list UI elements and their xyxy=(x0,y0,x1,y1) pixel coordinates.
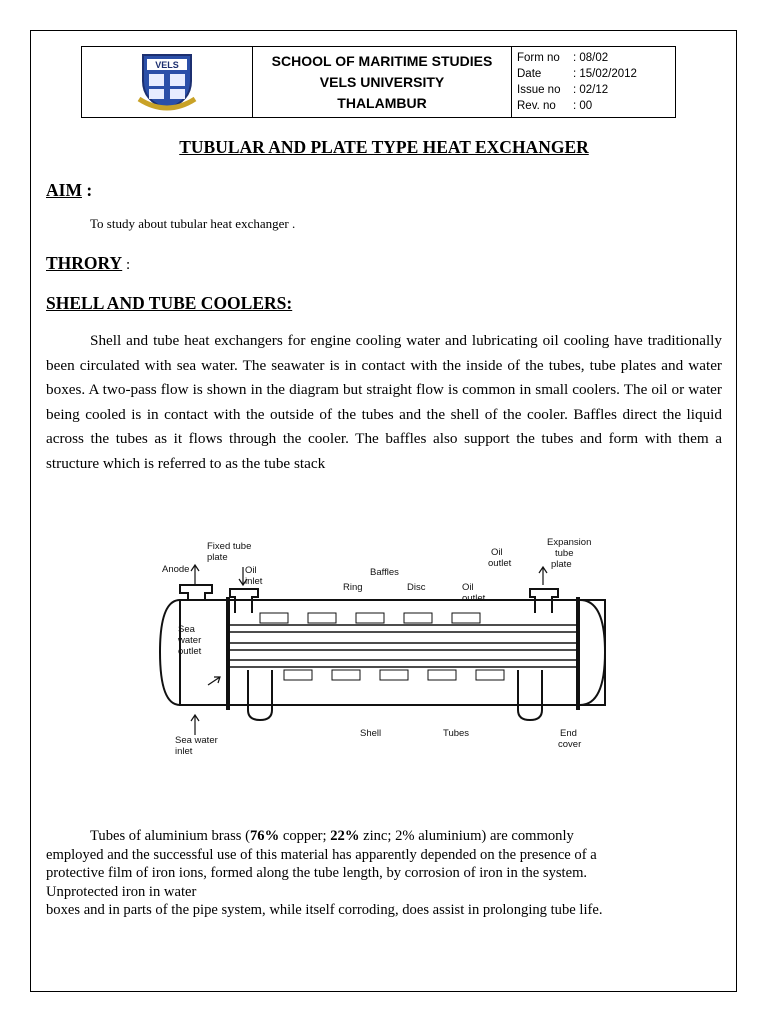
end-cover-shape xyxy=(580,600,605,705)
para2-line-3: protective film of iron ions, formed along the tube length, by corrosion of iron in the system. xyxy=(46,865,588,881)
oil-outlet-mid-label: Oil xyxy=(462,582,474,593)
paragraph-shell-tube: Shell and tube heat exchangers for engine cooling water and lubricating oil cooling have traditionally been circulated with sea water. The seawater is in contact with the inside of the tubes, tube plates and water boxes. A two-pass flow is shown in the diagram but straight flow is common in small coolers. The oil or water being cooled is in contact with the outside of the tubes and the shell of the cooler. Baffles direct the liquid across the tubes as it flows through the cooler. The baffles also support the tubes and form with them a structure which is referred to as the tube stack xyxy=(46,332,722,472)
campus-name: THALAMBUR xyxy=(337,94,427,111)
rev-no-row: Rev. no : 00 xyxy=(517,100,593,112)
shield-crest-icon xyxy=(135,51,199,113)
svg-text:inlet: inlet xyxy=(175,746,193,757)
form-info-block xyxy=(512,47,675,117)
school-name: SCHOOL OF MARITIME STUDIES xyxy=(271,52,493,69)
school-name-block xyxy=(253,47,512,117)
oil-outlet-top-label: Oil xyxy=(491,547,503,558)
form-no-row: Form no : 08/02 xyxy=(517,52,609,64)
svg-text:tube: tube xyxy=(555,548,574,559)
shell-and-tube-cooler-diagram xyxy=(150,505,620,765)
anode-label: Anode xyxy=(162,564,190,575)
para2-line-4: Unprotected iron in water xyxy=(46,883,197,900)
university-logo xyxy=(82,47,253,117)
svg-text:outlet: outlet xyxy=(462,593,486,604)
fixed-tube-plate-label: Fixed tube xyxy=(207,541,252,552)
svg-text:outlet: outlet xyxy=(488,558,512,569)
tubes-label: Tubes xyxy=(443,728,470,739)
aim-heading: AIM : xyxy=(46,180,93,200)
document-title: TUBULAR AND PLATE TYPE HEAT EXCHANGER xyxy=(179,137,589,157)
shell-label: Shell xyxy=(360,728,382,739)
svg-text:outlet: outlet xyxy=(178,646,202,657)
svg-text:plate: plate xyxy=(551,559,572,570)
svg-text:cover: cover xyxy=(558,739,582,750)
issue-no-row: Issue no : 02/12 xyxy=(517,84,609,96)
disc-label: Disc xyxy=(407,582,426,593)
logo-text: VELS xyxy=(155,60,179,70)
oil-inlet-label: Oil xyxy=(245,565,257,576)
aim-text: To study about tubular heat exchanger . xyxy=(90,216,296,231)
date-row: Date : 15/02/2012 xyxy=(517,68,637,80)
sea-water-inlet-label: Sea water xyxy=(175,735,218,746)
svg-text:water: water xyxy=(178,635,202,646)
left-water-box xyxy=(160,600,180,705)
theory-heading: THRORY : xyxy=(46,253,131,273)
baffles-label: Baffles xyxy=(370,567,399,578)
sea-water-outlet-label: Sea xyxy=(178,624,195,635)
ring-label: Ring xyxy=(343,582,363,593)
para2-line-5: boxes and in parts of the pipe system, while itself corroding, does assist in prolonging tube life. xyxy=(46,902,603,918)
para2-line-2: employed and the successful use of this material has apparently depended on the presence of a xyxy=(46,846,597,863)
section-heading: SHELL AND TUBE COOLERS: xyxy=(46,293,293,313)
svg-text:plate: plate xyxy=(207,552,228,563)
end-cover-label: End xyxy=(560,728,577,739)
university-name: VELS UNIVERSITY xyxy=(319,73,445,90)
svg-text:inlet: inlet xyxy=(245,576,263,587)
para2-line-1: Tubes of aluminium brass (76% copper; 22% zinc; 2% aluminium) are commonly xyxy=(90,828,574,844)
paragraph-tube-materials xyxy=(46,827,726,920)
document-header xyxy=(81,46,676,118)
expansion-tube-plate-label: Expansion xyxy=(547,537,592,548)
